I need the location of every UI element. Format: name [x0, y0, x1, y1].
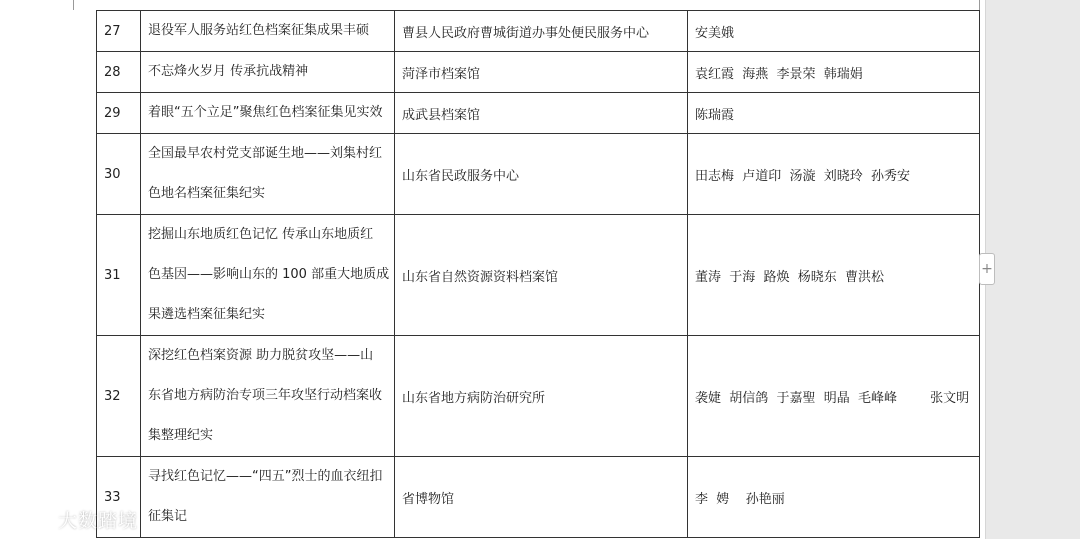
- table-row: [97, 11, 980, 52]
- organization-cell: 菏泽市档案馆: [395, 52, 688, 93]
- authors-cell: 袁红霞 海燕 李景荣 韩瑞娟: [688, 52, 980, 93]
- row-number-cell: 33: [97, 457, 141, 538]
- organization-cell: 曹县人民政府曹城街道办事处便民服务中心: [395, 11, 688, 52]
- organization-cell: 山东省自然资源资料档案馆: [395, 215, 688, 336]
- title-line: 东省地方病防治专项三年攻坚行动档案收: [148, 388, 383, 403]
- table-row: [97, 52, 980, 93]
- authors-cell: 董涛 于海 路焕 杨晓东 曹洪松: [688, 215, 980, 336]
- authors-cell: 陈瑞霞: [688, 93, 980, 134]
- organization-cell: 山东省地方病防治研究所: [395, 336, 688, 457]
- title-cell: [141, 457, 395, 538]
- title-line: 色地名档案征集纪实: [148, 186, 266, 201]
- watermark-text: 大数踏境: [58, 509, 139, 532]
- table-row: [97, 134, 980, 215]
- title-cell: [141, 11, 395, 52]
- row-number-cell: 32: [97, 336, 141, 457]
- watermark: [8, 505, 138, 533]
- title-cell: [141, 134, 395, 215]
- plus-icon: +: [981, 261, 993, 277]
- table-row: [97, 457, 980, 538]
- organization-cell: 山东省民政服务中心: [395, 134, 688, 215]
- authors-cell: 安美娥: [688, 11, 980, 52]
- title-cell: [141, 52, 395, 93]
- title-line: 退役军人服务站红色档案征集成果丰硕: [148, 23, 370, 38]
- title-line: 全国最早农村党支部诞生地——刘集村红: [148, 146, 383, 161]
- title-line: 集整理纪实: [148, 428, 214, 443]
- table-row: [97, 93, 980, 134]
- row-number-cell: 27: [97, 11, 141, 52]
- archive-table: [96, 10, 980, 538]
- title-line: 色基因——影响山东的 100 部重大地质成: [148, 267, 390, 282]
- table-row: [97, 336, 980, 457]
- title-cell: [141, 215, 395, 336]
- title-line: 着眼“五个立足”聚焦红色档案征集见实效: [148, 105, 383, 120]
- row-number-cell: 31: [97, 215, 141, 336]
- authors-cell: 袭婕 胡信鸽 于嘉聖 明晶 毛峰峰 张文明: [688, 336, 980, 457]
- organization-cell: 成武县档案馆: [395, 93, 688, 134]
- row-number-cell: 29: [97, 93, 141, 134]
- authors-cell: 李 娉 孙艳丽: [688, 457, 980, 538]
- archive-table-body: [97, 11, 980, 538]
- title-cell: [141, 93, 395, 134]
- title-line: 不忘烽火岁月 传承抗战精神: [148, 64, 309, 79]
- add-row-button[interactable]: [979, 253, 995, 285]
- organization-cell: 省博物馆: [395, 457, 688, 538]
- authors-cell: 田志梅 卢道印 汤漩 刘晓玲 孙秀安: [688, 134, 980, 215]
- dashuju-logo-icon: [8, 507, 52, 531]
- title-cell: [141, 336, 395, 457]
- title-line: 寻找红色记忆——“四五”烈士的血衣纽扣: [148, 469, 383, 484]
- title-line: 深挖红色档案资源 助力脱贫攻坚——山: [148, 348, 374, 363]
- title-line: 果遴选档案征集纪实: [148, 307, 266, 322]
- margin-marker-left: [73, 0, 74, 10]
- title-line: 征集记: [148, 509, 188, 524]
- row-number-cell: 30: [97, 134, 141, 215]
- title-line: 挖掘山东地质红色记忆 传承山东地质红: [148, 227, 374, 242]
- row-number-cell: 28: [97, 52, 141, 93]
- table-row: [97, 215, 980, 336]
- margin-marker-right: [979, 0, 980, 10]
